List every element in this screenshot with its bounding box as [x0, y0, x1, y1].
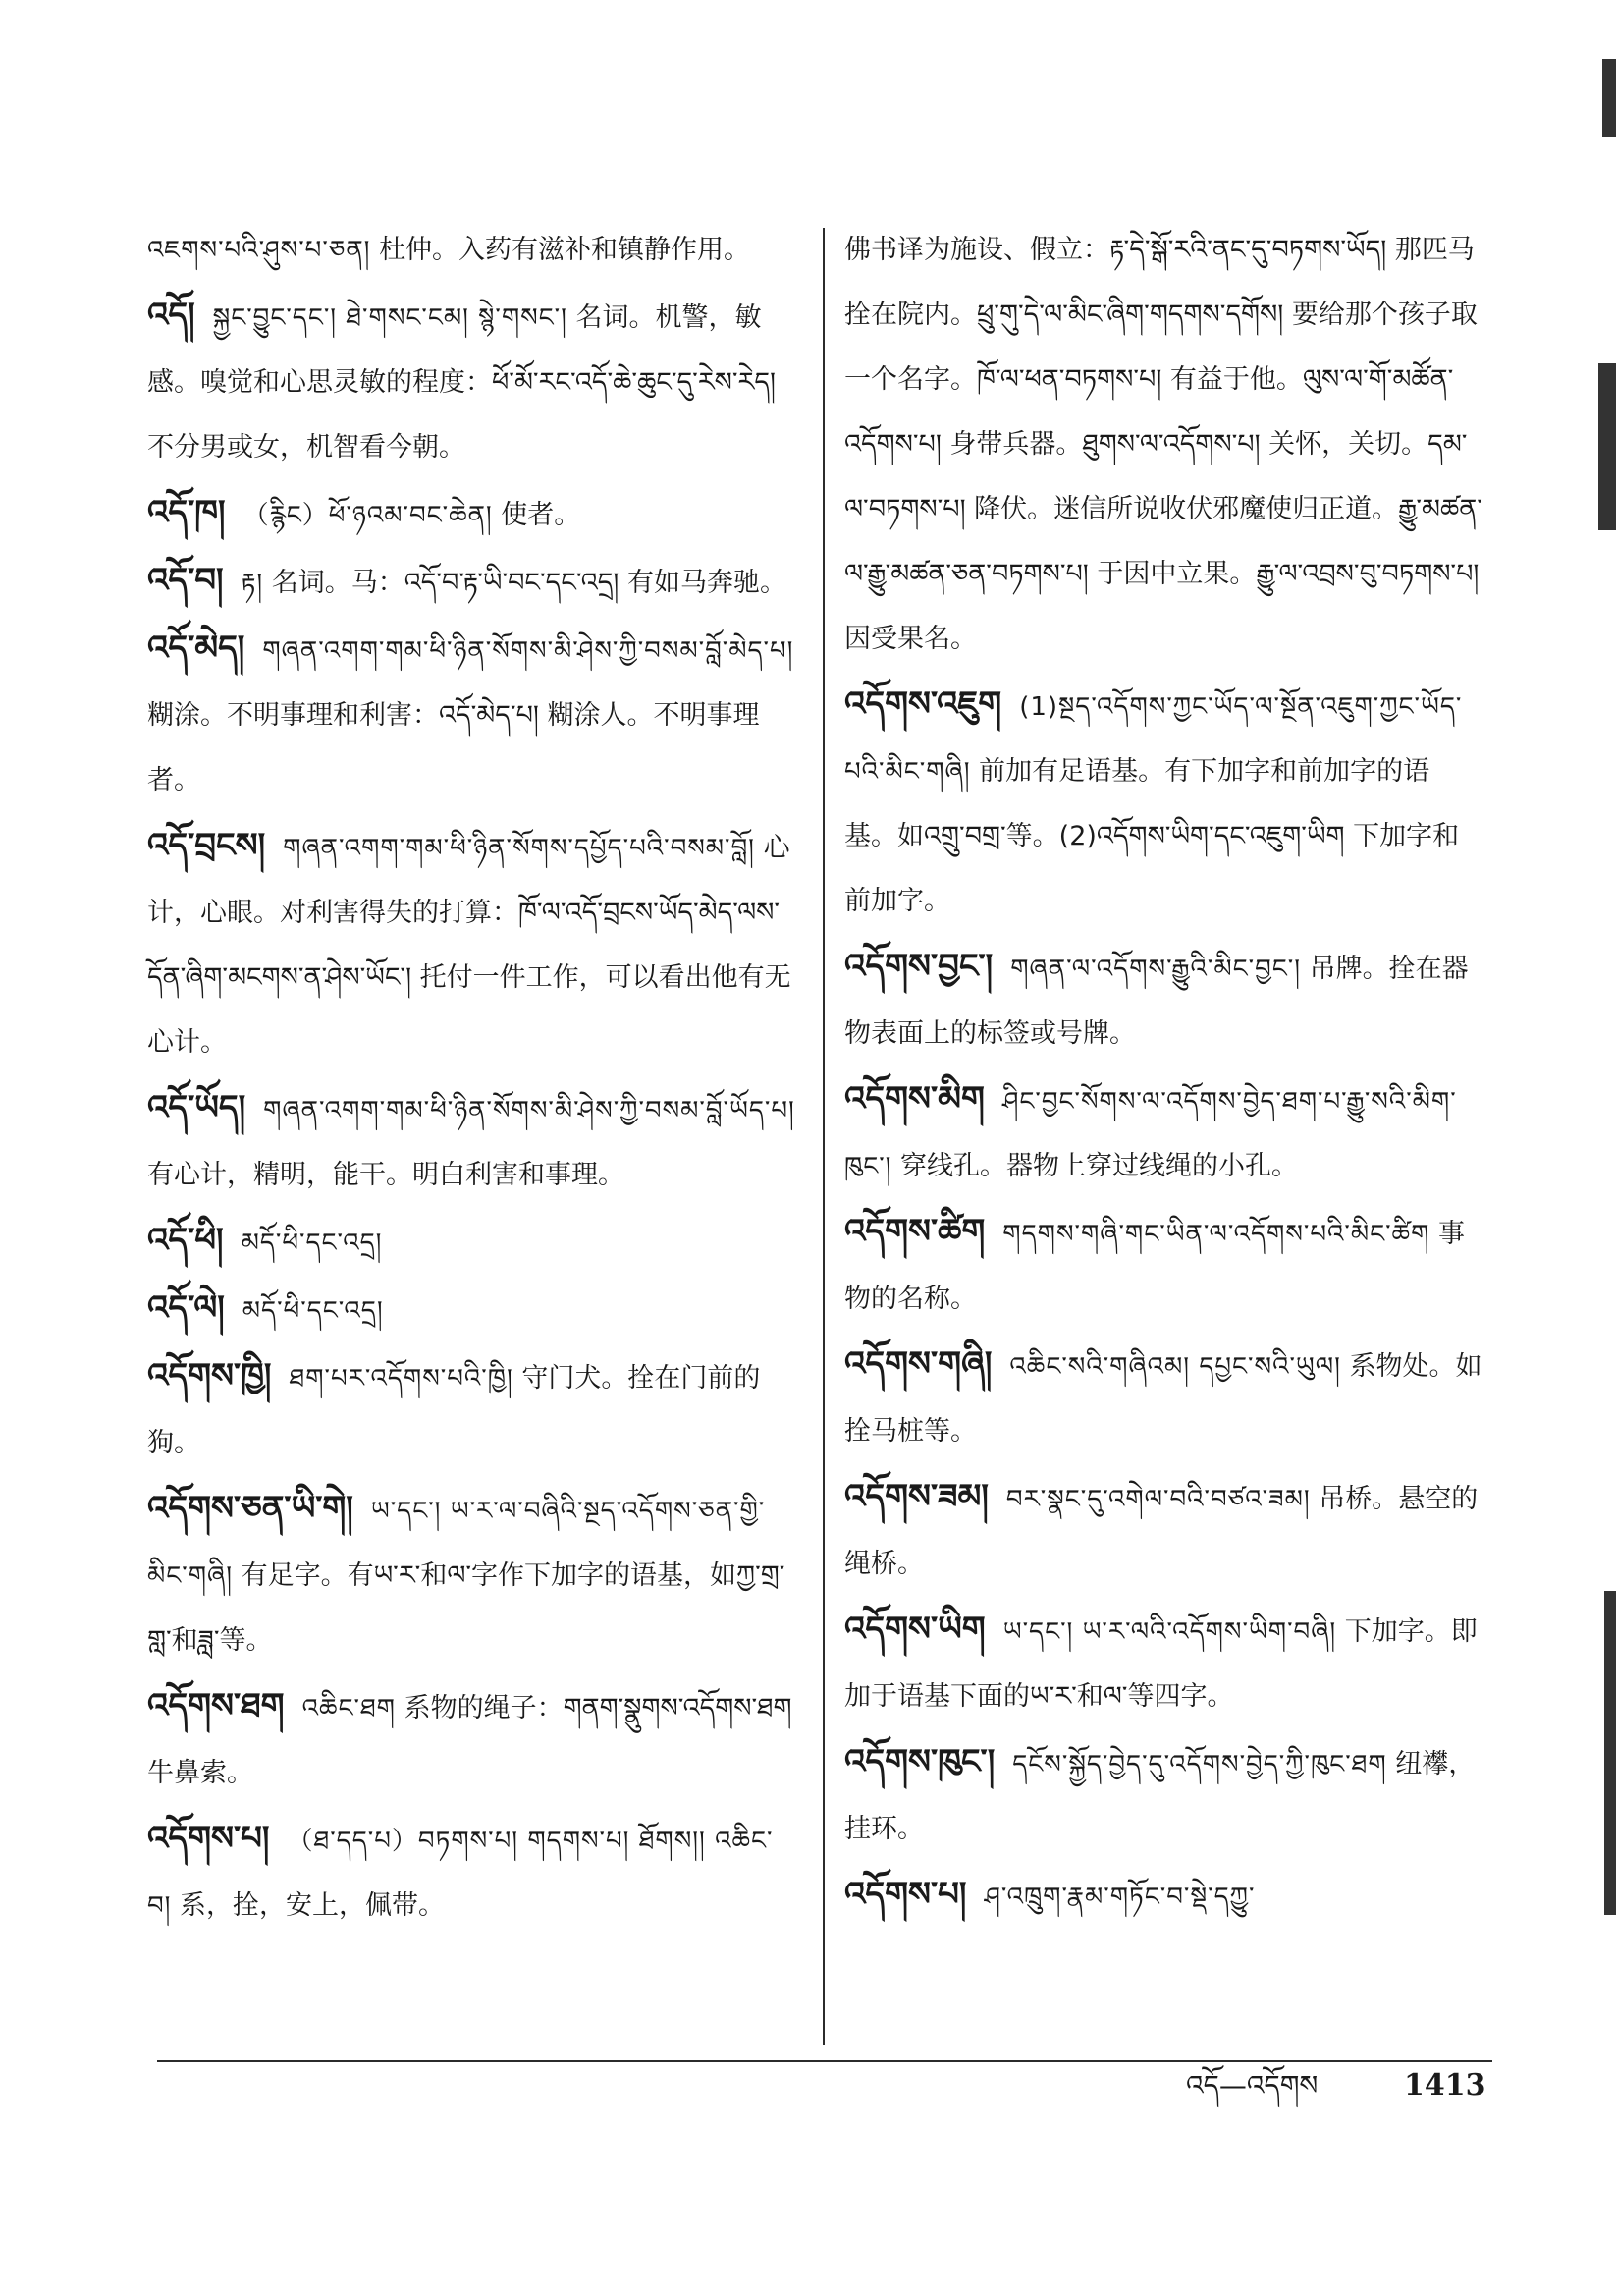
entry-tibetan-definition: འཆིང་ཐག [301, 1694, 396, 1723]
entry-chinese-definition: 事物的名称。 [844, 1219, 1465, 1314]
dictionary-entry [844, 1597, 1482, 1729]
entry-chinese-definition: 系，拴，安上，佩带。 [180, 1890, 446, 1921]
entry-tibetan-definition: （རྙིང）ཕོ་ཉའམ་བང་ཆེན། [242, 501, 493, 530]
scan-edge-mark [1598, 363, 1616, 530]
entry-tibetan-definition: གཞན་འགག་གམ་ཕི་ཉིན་སོགས་དཔྱོད་པའི་བསམ་བློ། [283, 834, 755, 863]
dictionary-entry [147, 1208, 795, 1276]
entry-tibetan-definition: མདོ་ཕི་དང་འདྲ། [241, 1229, 383, 1258]
dictionary-entry [844, 1729, 1482, 1862]
dictionary-entry [844, 1862, 1482, 1930]
entry-headword: འདོགས་ཅན་ཡི་གེ། [147, 1489, 353, 1528]
entry-headword: འདོགས་ཐག [147, 1686, 285, 1725]
entry-headword: འདོགས་ཟམ། [844, 1477, 989, 1516]
dictionary-entry [147, 1673, 795, 1806]
dictionary-entry [147, 1476, 795, 1673]
entry-headword: འདོ་ཡོད། [147, 1088, 246, 1127]
entry-tibetan-definition: ཐག་པར་འདོགས་པའི་ཁྱི། [289, 1364, 513, 1394]
entry-tibetan-definition: དངོས་སྐྱོད་བྱེད་དུ་འདོགས་བྱེད་ཀྱི་ཁུང་ཐག [1012, 1750, 1387, 1779]
entry-chinese-definition: 心计，心眼。对利害得失的打算：ཁོ་ལ་འདོ་བྲངས་ཡོད་མེད་ལས་དོན་ཞིག་མངགས་ན་ཤེས་ཡོང་། 托付一件工作，可以看出他有无心计。 [147, 833, 791, 1058]
dictionary-entry [147, 813, 795, 1075]
entry-chinese-definition: 名词。马：འདོ་བ་རྟ་ཡི་བང་དང་འདྲ། 有如马奔驰。 [271, 568, 786, 598]
dictionary-entry [844, 672, 1482, 934]
dictionary-entry [147, 480, 795, 548]
dictionary-entry [844, 1332, 1482, 1464]
dictionary-entry [147, 1343, 795, 1476]
entry-chinese-definition: 佛书译为施设、假立：རྟ་དེ་སྒོ་རའི་ནང་དུ་བཏགས་ཡོད། 那匹马拴在院内。ཕྲུ་གུ་དེ་ལ་མིང་ཞིག་གདགས་དགོས། 要给那个孩子取一个名字。ཁོ་ལ་ཕན་བཏགས་པ། 有益于他。ལུས་ལ་གོ་མཚོན་འདོགས་པ། 身带兵器。ཐུགས་ལ་འདོགས་པ། 关怀，关切。དམ་ལ་བཏགས་པ། 降伏。迷信所说收伏邪魔使归正道。རྒྱུ་མཚན་ལ་རྒྱུ་མཚན་ཅན་བཏགས་པ། 于因中立果。རྒྱུ་ལ་འབྲས་བུ་བཏགས་པ། 因受果名。 [844, 235, 1482, 654]
entry-headword: འདོགས་པ། [844, 1875, 967, 1914]
entry-headword: འདོགས་གཞི། [844, 1344, 993, 1384]
entry-headword: འདོགས་ཡིག [844, 1610, 986, 1649]
left-column [147, 218, 795, 1939]
footer-rule [157, 2060, 1492, 2062]
entry-headword: འདོགས་བྱང་། [844, 947, 994, 986]
entry-tibetan-definition: ཡ་དང་། ཡ་ར་ལའི་འདོགས་ཡིག་བཞི། [1002, 1617, 1337, 1647]
entry-headword: འདོ་མེད། [147, 629, 245, 668]
running-head: འདོ—འདོགས [1186, 2069, 1319, 2102]
entry-chinese-definition: 名词。机警，敏感。嗅觉和心思灵敏的程度：ཕོ་མོ་རང་འདོ་ཆེ་ཆུང་དུ་རེས་རེད། 不分男或女，机智看今朝。 [147, 302, 777, 463]
entry-chinese-definition: 纽襻，挂环。 [844, 1749, 1476, 1844]
entry-tibetan-definition: གཞན་འགག་གམ་ཕི་ཉིན་སོགས་མི་ཤེས་ཀྱི་བསམ་བློ་ཡོད་པ། [263, 1096, 795, 1125]
dictionary-entry [147, 616, 795, 813]
entry-tibetan-definition: ཤ་འཁྲུག་རྣམ་གཏོང་བ་སྡེ་དཀྱུ་ [984, 1883, 1256, 1912]
scan-edge-mark [1604, 1591, 1616, 1915]
entry-tibetan-definition: འཆིང་སའི་གཞིའམ། དཔྱང་སའི་ཡུལ། [1009, 1352, 1341, 1382]
dictionary-entry [844, 1199, 1482, 1332]
entry-chinese-definition: 吊牌。拴在器物表面上的标签或号牌。 [844, 954, 1469, 1049]
entry-tibetan-definition: གཞན་འགག་གམ་ཕི་ཉིན་སོགས་མི་ཤེས་ཀྱི་བསམ་བློ་མེད་པ། [262, 636, 794, 666]
entry-headword: འདོ་བ། [147, 561, 224, 600]
entry-chinese-definition: 守门犬。拴在门前的狗。 [147, 1363, 761, 1458]
dictionary-entry [147, 548, 795, 616]
entry-chinese-definition: 系物处。如拴马桩等。 [844, 1351, 1482, 1447]
entry-headword: འདོགས་ཁུང་། [844, 1742, 996, 1781]
column-divider [823, 228, 825, 2045]
entry-chinese-definition: 系物的绳子：གནག་སྣུགས་འདོགས་ཐག 牛鼻索。 [147, 1693, 792, 1788]
scan-edge-mark [1602, 59, 1616, 137]
entry-tibetan-definition: (1)སྔད་འདོགས་ཀྱང་ཡོད་ལ་སྔོན་འཇུག་ཀྱང་ཡོད་པའི་མིང་གཞི། [844, 692, 1463, 787]
entry-tibetan-definition: བར་སྣང་དུ་འགེལ་བའི་བཙའ་ཟམ། [1005, 1485, 1311, 1514]
entry-chinese-definition: 使者。 [501, 500, 581, 530]
dictionary-entry [147, 218, 795, 283]
entry-headword: འདོ་ལེ། [147, 1288, 225, 1328]
entry-headword: འདོགས་པ། [147, 1819, 270, 1858]
right-column [844, 218, 1482, 1930]
dictionary-entry [844, 218, 1482, 672]
dictionary-entry [147, 1276, 795, 1343]
entry-tibetan-definition: གདགས་གཞི་གང་ཡིན་ལ་འདོགས་པའི་མིང་ཚིག [1002, 1220, 1430, 1249]
dictionary-entry [844, 1464, 1482, 1597]
entry-tibetan-definition: ཤིང་བྱང་སོགས་ལ་འདོགས་བྱེད་ཐག་པ་རྒྱུ་སའི་མིག་ཁུང་། [844, 1087, 1457, 1181]
page-number: 1413 [1404, 2068, 1486, 2103]
entry-tibetan-definition: སྐྱང་བྱུང་དང་། ཐེ་གསང་ངམ། སྙེ་གསང་། [212, 303, 567, 333]
dictionary-entry [147, 1075, 795, 1208]
entry-tibetan-definition: （ཐ་དད་པ）བཏགས་པ། གདགས་པ། ཐོགས།། འཆིང་བ། [147, 1827, 774, 1921]
entry-headword: འདོགས་ཚིག [844, 1212, 986, 1251]
entry-chinese-definition: 穿线孔。器物上穿过线绳的小孔。 [900, 1151, 1299, 1181]
dictionary-entry [844, 934, 1482, 1066]
entry-headword: འདོ་ཕི། [147, 1221, 224, 1260]
entry-tibetan-definition: གཞན་ལ་འདོགས་རྒྱུའི་མིང་བྱང་། [1010, 955, 1302, 984]
entry-tibetan-definition: མདོ་ཕི་དང་འདྲ། [242, 1296, 384, 1326]
entry-headword: འདོགས་མིག [844, 1079, 985, 1119]
entry-chinese-definition: 糊涂。不明事理和利害：འདོ་མེད་པ། 糊涂人。不明事理者。 [147, 700, 760, 795]
entry-headword: འདོགས་འཇུག [844, 684, 1002, 724]
dictionary-entry [844, 1066, 1482, 1199]
entry-headword: འདོ། [147, 296, 195, 335]
entry-tibetan-definition: རྟ། [241, 569, 264, 598]
dictionary-entry [147, 1806, 795, 1939]
entry-chinese-definition: 有足字。有ཡ་ར་和ལ་字作下加字的语基，如ཀྱ་གྲ་གླ་和ཟླ་等。 [147, 1560, 785, 1656]
entry-chinese-definition: 杜仲。入药有滋补和镇静作用。 [379, 235, 751, 265]
entry-chinese-definition: 有心计，精明，能干。明白利害和事理。 [147, 1160, 624, 1190]
entry-headword: འདོ་བྲངས། [147, 826, 266, 865]
entry-tibetan-definition: ཡ་དང་། ཡ་ར་ལ་བཞིའི་སྔད་འདོགས་ཅན་གྱི་མིང་གཞི། [147, 1497, 766, 1591]
entry-chinese-definition: 吊桥。悬空的绳桥。 [844, 1484, 1479, 1579]
entry-chinese-definition: 前加有足语基。有下加字和前加字的语基。如འགྲུ་བགྲ་等。(2)འདོགས་ཡིག་དང་འཇུག་ཡིག 下加字和前加字。 [844, 756, 1460, 916]
entry-headword: འདོ་ཁ། [147, 493, 226, 532]
entry-tibetan-definition: འཇགས་པའི་ཤུས་པ་ཅན། [147, 236, 371, 265]
dictionary-entry [147, 283, 795, 480]
entry-chinese-definition: 下加字。即加于语基下面的ཡ་ར་和ལ་等四字。 [844, 1616, 1478, 1712]
entry-headword: འདོགས་ཁྱི། [147, 1356, 272, 1395]
